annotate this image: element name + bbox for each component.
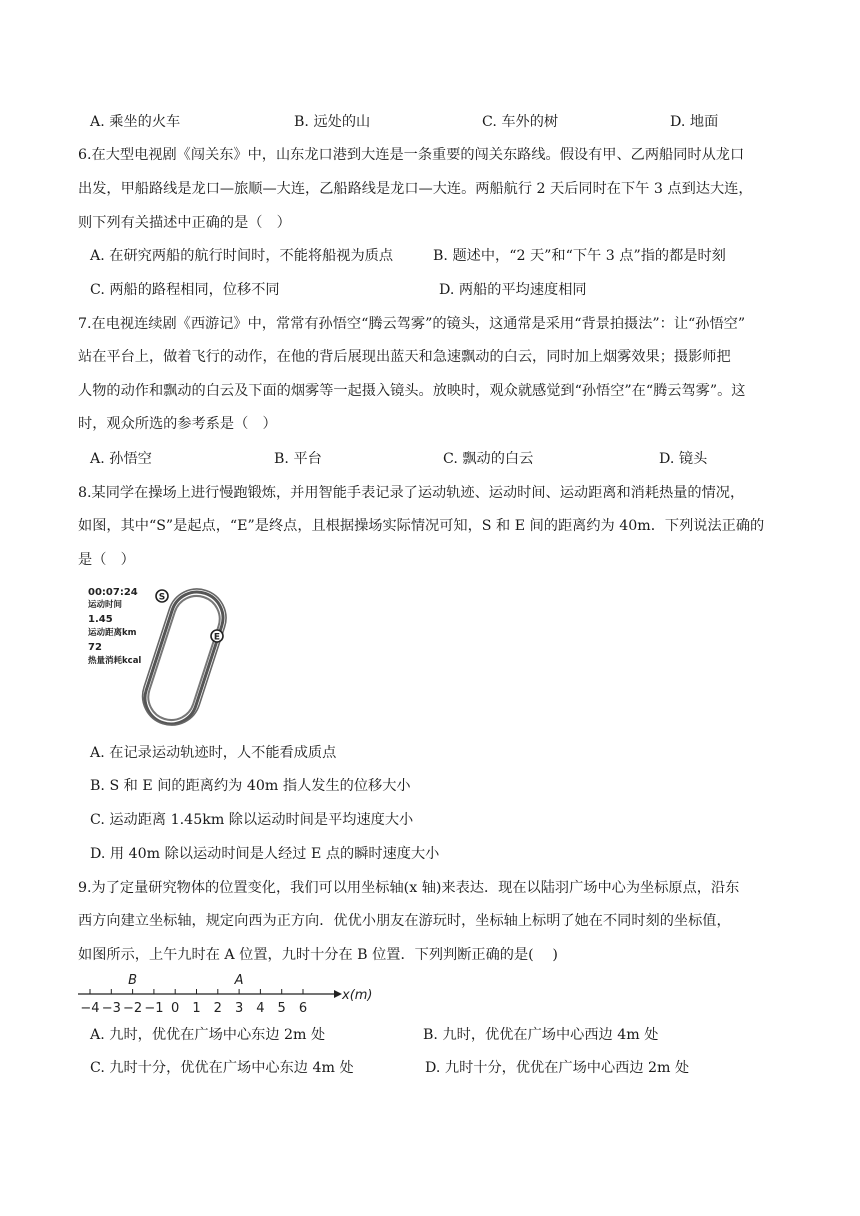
start-marker-label: S: [158, 592, 166, 603]
axis-tick-label: −3: [101, 1001, 121, 1016]
point-b-label: B: [128, 973, 138, 988]
distance-label: 运动距离km: [88, 628, 137, 638]
q6-stem-line-2: 出发，甲船路线是龙口—旅顺—大连，乙船路线是龙口—大连。两船航行 2 天后同时在下午 3 点到达大连，: [78, 181, 753, 197]
q7-stem-line-1: 7.在电视连续剧《西游记》中，常常有孙悟空“腾云驾雾”的镜头，这通常是采用“背景拍摄法”：让“孙悟空”: [78, 316, 746, 332]
point-a-label: A: [234, 973, 244, 988]
end-marker-label: E: [213, 632, 221, 643]
axis-tick-label: 6: [298, 1001, 308, 1016]
q9-stem-line-1: 9.为了定量研究物体的位置变化，我们可以用坐标轴(x 轴)来表达．现在以陆羽广场中心为坐标原点，沿东: [78, 880, 740, 896]
axis-arrow-icon: [334, 990, 342, 998]
q9-stem-line-3: 如图所示，上午九时在 A 位置，九时十分在 B 位置．下列判断正确的是( ): [78, 947, 558, 963]
q8-stem-line-2: 如图，其中“S”是起点，“E”是终点，且根据操场实际情况可知，S 和 E 间的距离约为 40m．下列说法正确的: [78, 518, 765, 534]
q5-option-c: C. 车外的树: [482, 114, 559, 130]
axis-tick-label: −1: [144, 1001, 164, 1016]
q7-option-d: D. 镜头: [659, 451, 708, 467]
q6-stem-line-1: 6.在大型电视剧《闯关东》中，山东龙口港到大连是一条重要的闯关东路线。假设有甲、乙两船同时从龙口: [78, 147, 745, 163]
axis-tick-label: −2: [123, 1001, 143, 1016]
axis-tick-label: 2: [213, 1001, 222, 1016]
axis-tick-label: −4: [80, 1001, 100, 1016]
calorie-value: 72: [88, 642, 102, 653]
q7-option-a: A. 孙悟空: [90, 451, 152, 467]
axis-tick-label: 1: [192, 1001, 201, 1016]
q7-stem-line-3: 人物的动作和飘动的白云及下面的烟雾等一起摄入镜头。放映时，观众就感觉到“孙悟空”在“腾云驾雾”。这: [78, 383, 746, 399]
q9-option-c: C. 九时十分，优优在广场中心东边 4m 处: [90, 1060, 354, 1076]
axis-tick-label: 5: [277, 1001, 286, 1016]
coordinate-axis-svg: [76, 967, 376, 1019]
q8-stem-line-3: 是（ ）: [78, 552, 135, 568]
q8-option-d: D. 用 40m 除以运动时间是人经过 E 点的瞬时速度大小: [90, 846, 440, 862]
q7-option-c: C. 飘动的白云: [443, 451, 534, 467]
time-value: 00:07:24: [88, 587, 138, 598]
time-label: 运动时间: [88, 600, 123, 610]
q8-stem-line-1: 8.某同学在操场上进行慢跑锻炼，并用智能手表记录了运动轨迹、运动时间、运动距离和消耗热量的情况，: [78, 485, 745, 501]
q5-option-b: B. 远处的山: [294, 114, 371, 130]
coordinate-axis-figure: [76, 967, 376, 1019]
calorie-label: 热量消耗kcal: [88, 656, 142, 666]
axis-tick-label: 4: [256, 1001, 265, 1016]
q8-option-c: C. 运动距离 1.45km 除以运动时间是平均速度大小: [90, 812, 414, 828]
q9-option-b: B. 九时，优优在广场中心西边 4m 处: [423, 1027, 659, 1043]
q8-option-b: B. S 和 E 间的距离约为 40m 指人发生的位移大小: [90, 778, 411, 794]
q6-option-c: C. 两船的路程相同，位移不同: [90, 282, 280, 298]
running-track-figure: [84, 582, 234, 732]
q7-stem-line-2: 站在平台上，做着飞行的动作，在他的背后展现出蓝天和急速飘动的白云，同时加上烟雾效果；摄影师把: [78, 349, 731, 365]
q9-option-d: D. 九时十分，优优在广场中心西边 2m 处: [425, 1060, 690, 1076]
track-loops: [135, 582, 233, 732]
axis-label: x(m): [342, 988, 373, 1003]
q9-stem-line-2: 西方向建立坐标轴，规定向西为正方向．优优小朋友在游玩时，坐标轴上标明了她在不同时刻的坐标值，: [78, 913, 731, 929]
axis-tick-label: 0: [171, 1001, 180, 1016]
q7-option-b: B. 平台: [274, 451, 322, 467]
axis-ticks: [80, 989, 307, 1016]
axis-tick-label: 3: [234, 1001, 244, 1016]
q5-option-a: A. 乘坐的火车: [90, 114, 181, 130]
q7-stem-line-4: 时，观众所选的参考系是（ ）: [78, 416, 277, 432]
q6-option-d: D. 两船的平均速度相同: [439, 282, 587, 298]
q6-option-b: B. 题述中，“2 天”和“下午 3 点”指的都是时刻: [433, 248, 726, 264]
q8-option-a: A. 在记录运动轨迹时，人不能看成质点: [90, 745, 337, 761]
q5-option-d: D. 地面: [670, 114, 719, 130]
q6-stem-line-3: 则下列有关描述中正确的是（ ）: [78, 215, 291, 231]
distance-value: 1.45: [88, 614, 113, 625]
q9-option-a: A. 九时，优优在广场中心东边 2m 处: [90, 1027, 326, 1043]
running-track-svg: [84, 582, 234, 732]
q6-option-a: A. 在研究两船的航行时间时，不能将船视为质点: [90, 248, 394, 264]
